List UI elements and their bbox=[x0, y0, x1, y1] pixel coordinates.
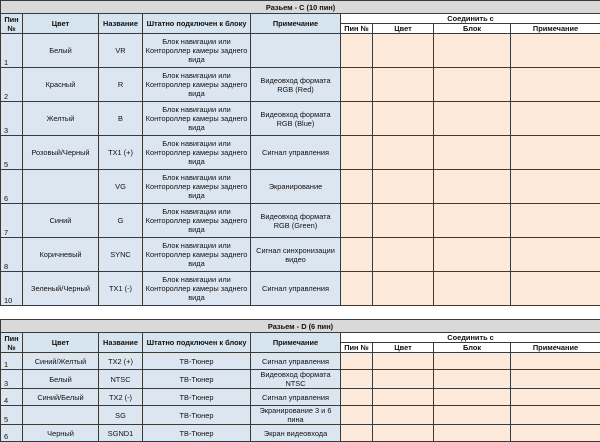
block-cell: ТВ-Тюнер bbox=[143, 370, 251, 389]
name-cell: VG bbox=[99, 170, 143, 204]
connect-pin-cell[interactable] bbox=[341, 34, 373, 68]
note-cell: Видеовход формата RGB (Red) bbox=[251, 68, 341, 102]
pin-cell: 5 bbox=[1, 136, 23, 170]
color-cell: Синий bbox=[23, 204, 99, 238]
header-connect-color: Цвет bbox=[373, 343, 434, 353]
connect-color-cell[interactable] bbox=[373, 389, 434, 406]
header-connect-color: Цвет bbox=[373, 24, 434, 34]
table-row bbox=[1, 389, 600, 406]
table-row bbox=[1, 425, 600, 442]
pin-cell: 5 bbox=[1, 406, 23, 425]
connect-color-cell[interactable] bbox=[373, 136, 434, 170]
block-cell: Блок навигации или Контороллер камеры заднего вида bbox=[143, 204, 251, 238]
connect-pin-cell[interactable] bbox=[341, 370, 373, 389]
name-cell: G bbox=[99, 204, 143, 238]
connect-color-cell[interactable] bbox=[373, 425, 434, 442]
connect-note-cell[interactable] bbox=[511, 68, 600, 102]
connect-block-cell[interactable] bbox=[434, 406, 511, 425]
note-cell: Сигнал управления bbox=[251, 389, 341, 406]
connect-pin-cell[interactable] bbox=[341, 425, 373, 442]
color-cell: Красный bbox=[23, 68, 99, 102]
connect-block-cell[interactable] bbox=[434, 170, 511, 204]
connect-color-cell[interactable] bbox=[373, 370, 434, 389]
block-cell: Блок навигации или Контороллер камеры заднего вида bbox=[143, 238, 251, 272]
connect-note-cell[interactable] bbox=[511, 272, 600, 306]
pin-cell: 2 bbox=[1, 68, 23, 102]
color-cell: Розовый/Черный bbox=[23, 136, 99, 170]
header-connect-with: Соединить с bbox=[341, 333, 600, 343]
connector-d-table bbox=[0, 319, 600, 442]
connect-block-cell[interactable] bbox=[434, 353, 511, 370]
pin-cell: 1 bbox=[1, 34, 23, 68]
connect-block-cell[interactable] bbox=[434, 34, 511, 68]
note-cell: Видеовход формата RGB (Blue) bbox=[251, 102, 341, 136]
table-row bbox=[1, 136, 600, 170]
table-row bbox=[1, 272, 600, 306]
connect-pin-cell[interactable] bbox=[341, 204, 373, 238]
connect-note-cell[interactable] bbox=[511, 136, 600, 170]
header-block: Штатно подключен к блоку bbox=[143, 14, 251, 34]
connect-pin-cell[interactable] bbox=[341, 272, 373, 306]
header-name: Название bbox=[99, 333, 143, 353]
block-cell: Блок навигации или Контороллер камеры заднего вида bbox=[143, 170, 251, 204]
block-cell: Блок навигации или Контороллер камеры заднего вида bbox=[143, 272, 251, 306]
pin-cell: 7 bbox=[1, 204, 23, 238]
connect-block-cell[interactable] bbox=[434, 102, 511, 136]
connect-color-cell[interactable] bbox=[373, 238, 434, 272]
connect-pin-cell[interactable] bbox=[341, 406, 373, 425]
header-connect-note: Примечание bbox=[511, 343, 600, 353]
connect-color-cell[interactable] bbox=[373, 68, 434, 102]
name-cell: NTSC bbox=[99, 370, 143, 389]
connect-note-cell[interactable] bbox=[511, 389, 600, 406]
block-cell: ТВ-Тюнер bbox=[143, 406, 251, 425]
table-row bbox=[1, 353, 600, 370]
note-cell: Видеовход формата RGB (Green) bbox=[251, 204, 341, 238]
color-cell: Белый bbox=[23, 34, 99, 68]
note-cell: Экран видеовхода bbox=[251, 425, 341, 442]
pin-cell: 6 bbox=[1, 425, 23, 442]
header-connect-pin: Пин № bbox=[341, 24, 373, 34]
header-name: Название bbox=[99, 14, 143, 34]
connect-pin-cell[interactable] bbox=[341, 102, 373, 136]
table-row bbox=[1, 102, 600, 136]
connect-color-cell[interactable] bbox=[373, 34, 434, 68]
name-cell: SG bbox=[99, 406, 143, 425]
pin-cell: 10 bbox=[1, 272, 23, 306]
connect-block-cell[interactable] bbox=[434, 136, 511, 170]
header-pin: Пин № bbox=[1, 333, 23, 353]
color-cell: Коричневый bbox=[23, 238, 99, 272]
connect-pin-cell[interactable] bbox=[341, 389, 373, 406]
connect-block-cell[interactable] bbox=[434, 238, 511, 272]
block-cell: ТВ-Тюнер bbox=[143, 425, 251, 442]
connect-color-cell[interactable] bbox=[373, 170, 434, 204]
block-cell: Блок навигации или Контороллер камеры заднего вида bbox=[143, 102, 251, 136]
connect-block-cell[interactable] bbox=[434, 425, 511, 442]
header-connect-block: Блок bbox=[434, 343, 511, 353]
connect-pin-cell[interactable] bbox=[341, 170, 373, 204]
connect-note-cell[interactable] bbox=[511, 370, 600, 389]
block-cell: Блок навигации или Контороллер камеры заднего вида bbox=[143, 34, 251, 68]
color-cell: Желтый bbox=[23, 102, 99, 136]
table-row bbox=[1, 238, 600, 272]
connect-block-cell[interactable] bbox=[434, 272, 511, 306]
connect-note-cell[interactable] bbox=[511, 170, 600, 204]
pin-cell: 8 bbox=[1, 238, 23, 272]
name-cell: SYNC bbox=[99, 238, 143, 272]
table-row bbox=[1, 34, 600, 68]
table-row bbox=[1, 170, 600, 204]
pin-cell: 3 bbox=[1, 102, 23, 136]
pin-cell: 1 bbox=[1, 353, 23, 370]
block-cell: ТВ-Тюнер bbox=[143, 353, 251, 370]
connect-note-cell[interactable] bbox=[511, 353, 600, 370]
connect-pin-cell[interactable] bbox=[341, 353, 373, 370]
note-cell: Сигнал синхронизации видео bbox=[251, 238, 341, 272]
section-title: Разьем - D (6 пин) bbox=[1, 320, 600, 333]
block-cell: ТВ-Тюнер bbox=[143, 389, 251, 406]
note-cell: Сигнал управления bbox=[251, 272, 341, 306]
color-cell bbox=[23, 406, 99, 425]
connect-note-cell[interactable] bbox=[511, 425, 600, 442]
connect-note-cell[interactable] bbox=[511, 102, 600, 136]
table-row bbox=[1, 204, 600, 238]
pin-cell: 3 bbox=[1, 370, 23, 389]
name-cell: B bbox=[99, 102, 143, 136]
table-row bbox=[1, 406, 600, 425]
connect-pin-cell[interactable] bbox=[341, 136, 373, 170]
color-cell: Белый bbox=[23, 370, 99, 389]
connect-pin-cell[interactable] bbox=[341, 68, 373, 102]
connect-note-cell[interactable] bbox=[511, 406, 600, 425]
color-cell: Синий/Белый bbox=[23, 389, 99, 406]
header-connect-with: Соединить с bbox=[341, 14, 600, 24]
name-cell: TX2 (+) bbox=[99, 353, 143, 370]
header-color: Цвет bbox=[23, 14, 99, 34]
pin-cell: 6 bbox=[1, 170, 23, 204]
connect-note-cell[interactable] bbox=[511, 238, 600, 272]
connect-block-cell[interactable] bbox=[434, 68, 511, 102]
block-cell: Блок навигации или Контороллер камеры заднего вида bbox=[143, 136, 251, 170]
connect-color-cell[interactable] bbox=[373, 353, 434, 370]
color-cell: Черный bbox=[23, 425, 99, 442]
note-cell: Экранирование bbox=[251, 170, 341, 204]
header-color: Цвет bbox=[23, 333, 99, 353]
color-cell: Синий/Желтый bbox=[23, 353, 99, 370]
header-pin: Пин № bbox=[1, 14, 23, 34]
note-cell: Сигнал управления bbox=[251, 353, 341, 370]
connect-note-cell[interactable] bbox=[511, 204, 600, 238]
name-cell: TX1 (-) bbox=[99, 272, 143, 306]
table-row bbox=[1, 370, 600, 389]
connect-color-cell[interactable] bbox=[373, 272, 434, 306]
table-row bbox=[1, 68, 600, 102]
connect-pin-cell[interactable] bbox=[341, 238, 373, 272]
connect-block-cell[interactable] bbox=[434, 204, 511, 238]
connect-note-cell[interactable] bbox=[511, 34, 600, 68]
connect-color-cell[interactable] bbox=[373, 102, 434, 136]
header-note: Примечание bbox=[251, 333, 341, 353]
note-cell bbox=[251, 34, 341, 68]
note-cell: Экранирование 3 и 6 пина bbox=[251, 406, 341, 425]
block-cell: Блок навигации или Контороллер камеры заднего вида bbox=[143, 68, 251, 102]
connect-color-cell[interactable] bbox=[373, 406, 434, 425]
header-note: Примечание bbox=[251, 14, 341, 34]
connect-block-cell[interactable] bbox=[434, 370, 511, 389]
header-block: Штатно подключен к блоку bbox=[143, 333, 251, 353]
name-cell: R bbox=[99, 68, 143, 102]
name-cell: TX1 (+) bbox=[99, 136, 143, 170]
header-connect-note: Примечание bbox=[511, 24, 600, 34]
note-cell: Видеовход формата NTSC bbox=[251, 370, 341, 389]
name-cell: VR bbox=[99, 34, 143, 68]
connect-color-cell[interactable] bbox=[373, 204, 434, 238]
name-cell: SGND1 bbox=[99, 425, 143, 442]
color-cell: Зеленый/Черный bbox=[23, 272, 99, 306]
note-cell: Сигнал управления bbox=[251, 136, 341, 170]
header-connect-pin: Пин № bbox=[341, 343, 373, 353]
header-connect-block: Блок bbox=[434, 24, 511, 34]
color-cell bbox=[23, 170, 99, 204]
pin-cell: 4 bbox=[1, 389, 23, 406]
section-title: Разьем - С (10 пин) bbox=[1, 1, 600, 14]
connect-block-cell[interactable] bbox=[434, 389, 511, 406]
name-cell: TX2 (-) bbox=[99, 389, 143, 406]
